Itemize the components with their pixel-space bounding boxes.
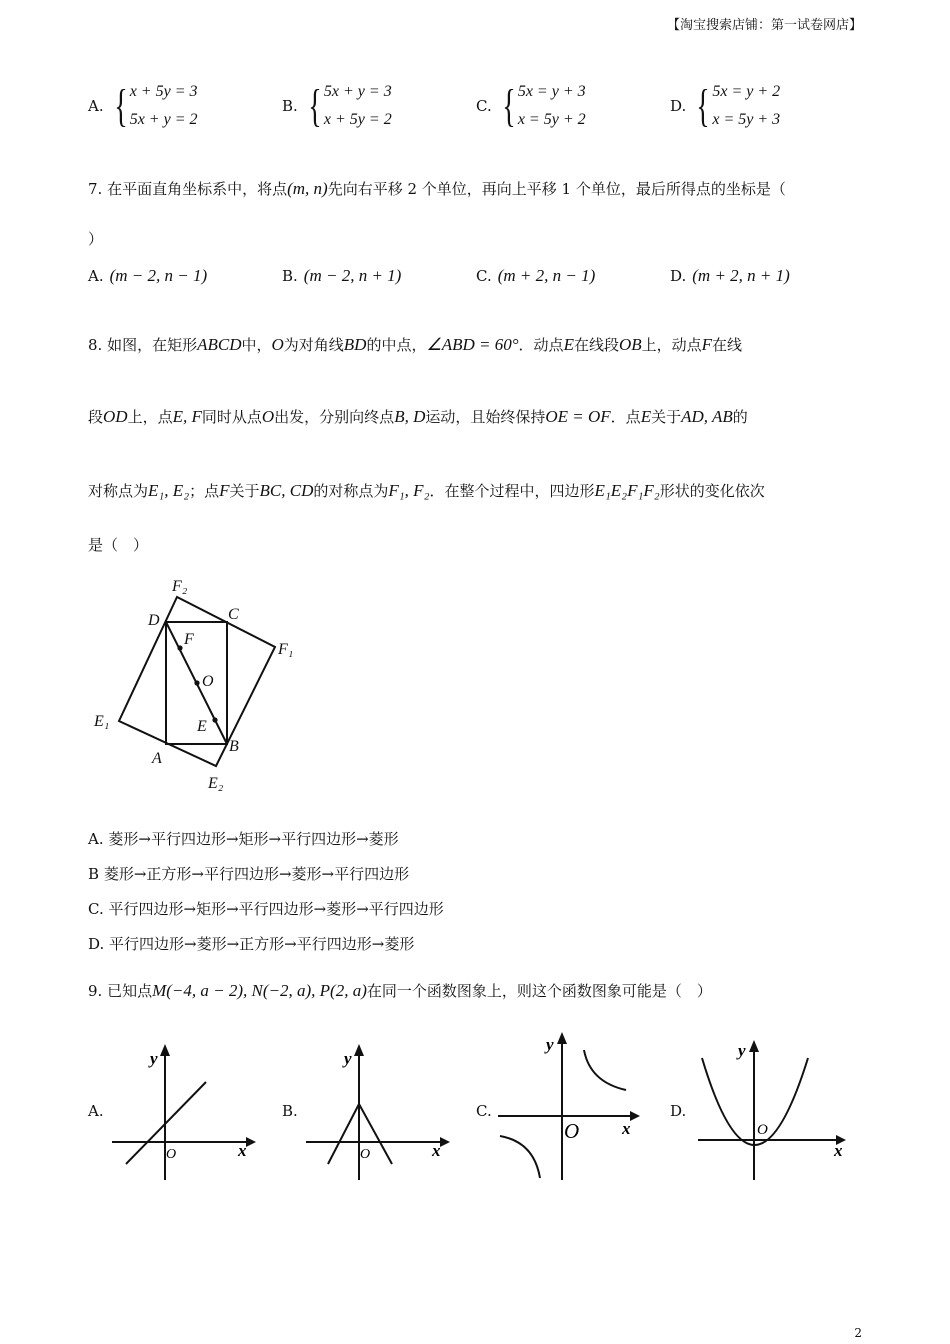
q8-stem-line4: 是（ ） bbox=[88, 536, 149, 554]
origin-label: O bbox=[360, 1147, 371, 1162]
equation: x + 5y = 3 bbox=[129, 83, 198, 100]
q8-stem-line1: 8. 如图，在矩形ABCD中，O为对角线BD的中点，∠ABD = 60°．动点E在线段OB上，动点F在线 bbox=[88, 335, 743, 354]
origin-label: O bbox=[757, 1122, 768, 1138]
q8-option-d: D. 平行四边形→菱形→正方形→平行四边形→菱形 bbox=[88, 935, 415, 953]
y-arrow-icon bbox=[160, 1044, 170, 1056]
x-label: x bbox=[238, 1141, 247, 1160]
q7-option-b bbox=[282, 266, 401, 286]
option-label: B. bbox=[282, 97, 298, 115]
q8-stem-line3: 对称点为E₁, E₂；点F关于BC, CD的对称点为F₁, F₂．在整个过程中，四边形E₁E₂F₁F₂形状的变化依次 bbox=[88, 481, 765, 500]
hyperbola-branch-2 bbox=[500, 1136, 540, 1178]
option-label: B. bbox=[282, 267, 298, 285]
brace-icon: { bbox=[308, 80, 322, 131]
q6-option-b bbox=[282, 78, 392, 134]
q9-graph-b bbox=[300, 1044, 450, 1184]
q8-figure bbox=[88, 572, 318, 800]
label-c: C bbox=[228, 606, 239, 623]
shop-header: 【淘宝搜索店铺：第一试卷网店】 bbox=[666, 18, 862, 33]
label-e1: E₁ bbox=[94, 713, 110, 730]
brace-icon: { bbox=[696, 80, 710, 131]
q7-option-d bbox=[670, 266, 790, 286]
q9-stem: 9. 已知点M(−4, a − 2), N(−2, a), P(2, a)在同一个函数图象上，则这个函数图象可能是（ ） bbox=[88, 981, 712, 1000]
q7-option-a bbox=[88, 266, 207, 286]
page-number: 2 bbox=[854, 1326, 862, 1340]
option-label: D. bbox=[670, 97, 687, 115]
label-f: F bbox=[184, 631, 194, 648]
q6-option-a bbox=[88, 78, 198, 134]
brace-icon: { bbox=[502, 80, 516, 131]
equation: x + 5y = 2 bbox=[323, 111, 392, 128]
x-arrow-icon bbox=[630, 1111, 640, 1121]
origin-label: O bbox=[564, 1119, 580, 1143]
x-label: x bbox=[834, 1141, 843, 1160]
y-arrow-icon bbox=[749, 1040, 759, 1052]
label-e2: E₂ bbox=[208, 775, 224, 792]
q9-option-b-label: B. bbox=[282, 1102, 298, 1120]
option-label: C. bbox=[476, 267, 492, 285]
point-o bbox=[194, 680, 199, 685]
point-f bbox=[177, 645, 182, 650]
y-arrow-icon bbox=[557, 1032, 567, 1044]
label-a: A bbox=[152, 750, 162, 767]
x-arrow-icon bbox=[440, 1137, 450, 1147]
option-value: (m + 2, n − 1) bbox=[497, 266, 596, 285]
q8-option-c: C. 平行四边形→矩形→平行四边形→菱形→平行四边形 bbox=[88, 900, 444, 918]
q7-text: 先向右平移 2 个单位，再向上平移 1 个单位，最后所得点的坐标是（ bbox=[327, 180, 786, 198]
q7-stem bbox=[88, 178, 786, 199]
option-label: A. bbox=[88, 97, 104, 115]
equation: x = 5y + 3 bbox=[712, 111, 781, 128]
y-label: y bbox=[150, 1049, 158, 1068]
equation: 5x + y = 3 bbox=[323, 83, 392, 100]
label-d: D bbox=[148, 612, 160, 629]
q6-option-d bbox=[670, 78, 780, 134]
option-value: (m + 2, n + 1) bbox=[692, 266, 790, 285]
option-value: (m − 2, n + 1) bbox=[303, 266, 402, 285]
y-arrow-icon bbox=[354, 1044, 364, 1056]
label-f1: F₁ bbox=[278, 641, 294, 658]
option-value: (m − 2, n − 1) bbox=[109, 266, 208, 285]
option-label: D. bbox=[670, 267, 687, 285]
option-label: A. bbox=[88, 267, 104, 285]
equation: x = 5y + 2 bbox=[517, 111, 586, 128]
q9-graph-c bbox=[494, 1030, 644, 1185]
q8-option-b: B 菱形→正方形→平行四边形→菱形→平行四边形 bbox=[88, 865, 410, 883]
origin-label: O bbox=[166, 1147, 177, 1162]
q7-point: (m, n) bbox=[287, 179, 328, 198]
label-e: E bbox=[197, 718, 207, 735]
x-label: x bbox=[432, 1141, 441, 1160]
q7-option-c bbox=[476, 266, 595, 286]
q9-option-a-label: A. bbox=[88, 1102, 104, 1120]
q7-text: 7. 在平面直角坐标系中，将点 bbox=[88, 180, 288, 198]
q7-close: ） bbox=[88, 230, 104, 248]
y-label: y bbox=[546, 1035, 554, 1054]
point-e bbox=[212, 717, 217, 722]
q8-option-a: A. 菱形→平行四边形→矩形→平行四边形→菱形 bbox=[88, 830, 399, 848]
label-o: O bbox=[202, 673, 214, 690]
x-arrow-icon bbox=[246, 1137, 256, 1147]
q6-option-c bbox=[476, 78, 586, 134]
y-label: y bbox=[738, 1041, 746, 1060]
hyperbola-branch-1 bbox=[584, 1050, 626, 1090]
y-label: y bbox=[344, 1049, 352, 1068]
x-label: x bbox=[622, 1119, 631, 1138]
label-b: B bbox=[229, 738, 239, 755]
brace-icon: { bbox=[114, 80, 128, 131]
q9-option-d-label: D. bbox=[670, 1102, 687, 1120]
q9-graph-d bbox=[694, 1036, 854, 1181]
option-label: C. bbox=[476, 97, 492, 115]
equation: 5x = y + 2 bbox=[712, 83, 781, 100]
equation: 5x + y = 2 bbox=[129, 111, 198, 128]
q9-option-c-label: C. bbox=[476, 1102, 492, 1120]
q9-graph-a bbox=[106, 1044, 256, 1184]
label-f2: F₂ bbox=[172, 578, 188, 595]
q8-stem-line2: 段OD上，点E, F同时从点O出发，分别向终点B, D运动，且始终保持OE = OF．点E关于AD, AB的 bbox=[88, 407, 748, 426]
equation: 5x = y + 3 bbox=[517, 83, 586, 100]
